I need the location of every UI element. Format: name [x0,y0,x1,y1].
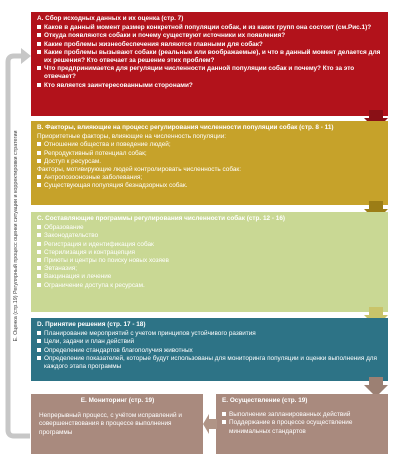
list-item: Факторы, мотивирующие людей контролировать численность собак: [37,165,241,173]
bullet-icon [37,356,41,360]
bullet-icon [37,25,41,29]
list-item: Какие проблемы жизнеобеспечения являются главными для собак? [37,41,383,49]
section-d-decision-making [31,318,388,381]
bullet-icon [37,258,41,262]
bullet-icon [37,233,41,237]
bullet-icon [37,175,41,179]
bullet-icon [37,66,41,70]
bullet-icon [37,283,41,287]
section-d-title: D. Принятие решения (стр. 17 - 18) [37,321,146,328]
section-b-factors [31,121,388,205]
list-item: Отношение общества и поведение людей; [37,141,383,149]
list-item: Образование [37,224,383,232]
list-item: Репродуктивный потенциал собак; [37,150,383,158]
bullet-icon [37,33,41,37]
section-c-program-components [31,212,388,312]
list-item: Определение показателей, которые будут использованы для мониторинга популяции и оценки выполнения для каждого этапа программы [37,355,383,371]
bullet-icon [37,50,41,54]
bullet-icon [37,331,41,335]
section-e-implementation-title: E. Осуществление (стр. 19) [222,397,308,404]
list-item: Определение стандартов благополучия животных [37,347,383,355]
list-item: Откуда появляются собаки и почему существуют источники их появления? [37,32,383,40]
list-item: Цели, задачи и план действий [37,338,383,346]
bullet-icon [37,151,41,155]
list-item: Регистрация и идентификация собак [37,241,383,249]
bullet-icon [37,225,41,229]
list-item: Вакцинация и лечение [37,273,383,281]
list-item: Что предпринимается для регуляции численности данной популяции собак и почему? Кто за это отвечает? [37,65,383,81]
bullet-icon [37,83,41,87]
section-e-monitoring-title: E. Мониторинг (стр. 19) [80,397,155,404]
list-item: Стерилизация и контрацепция [37,249,383,257]
bullet-icon [37,242,41,246]
list-item: Антропозоонозные заболевания; [37,174,383,182]
arrow-implementation-to-monitoring-icon [203,414,217,434]
monitoring-description: Непрерывный процесс, с учётом исправлений и совершенствования в процессе выполнения программы [39,412,182,436]
section-a-title: А. Сбор исходных данных и их оценка (стр. 7) [37,15,184,22]
bullet-icon [37,42,41,46]
list-item: Каков в данный момент размер конкретной популяции собак, и из каких групп она состоит (см.Рис.1)? [37,24,383,32]
list-item: Выполнение запланированных действий [222,411,383,419]
list-item: Какие проблемы вызывают собаки (реальные или воображаемые), и что в данный момент делается для их решения? Кто отвечает за решение этих проблем? [37,49,383,65]
section-e-implementation [216,394,388,454]
section-e-monitoring [31,394,203,454]
bullet-icon [37,348,41,352]
bullet-icon [37,142,41,146]
list-item: Доступ к ресурсам. [37,158,383,166]
list-item: Поддержание в процессе осуществление минимальных стандартов [222,419,383,435]
list-item: Планирование мероприятий с учетом принципов устойчивого развития [37,330,383,338]
bullet-icon [37,159,41,163]
list-item: Ограничение доступа к ресурсам. [37,282,383,290]
list-item: Кто является заинтересованными сторонами? [37,82,383,90]
bullet-icon [222,412,226,416]
section-b-title: B. Факторы, влияющие на процесс регулирования численности популяции собак (стр. 8 - 11) [37,124,334,131]
bullet-icon [37,250,41,254]
list-item: Законодательство [37,232,383,240]
bullet-icon [37,339,41,343]
bullet-icon [37,274,41,278]
bullet-icon [37,266,41,270]
list-item: Существующая популяция безнадзорных собак. [37,182,383,190]
list-item: Эвтаназия; [37,265,383,273]
section-a-data-collection [31,12,388,116]
section-c-title: C. Составляющие программы регулирования численности собак (стр. 12 - 16) [37,215,286,222]
list-item: Приоритетные факторы, влияющие на численность популяции: [37,133,227,141]
bullet-icon [222,420,226,424]
list-item: Приюты и центры по поиску новых хозяев [37,257,383,265]
bullet-icon [37,183,41,187]
